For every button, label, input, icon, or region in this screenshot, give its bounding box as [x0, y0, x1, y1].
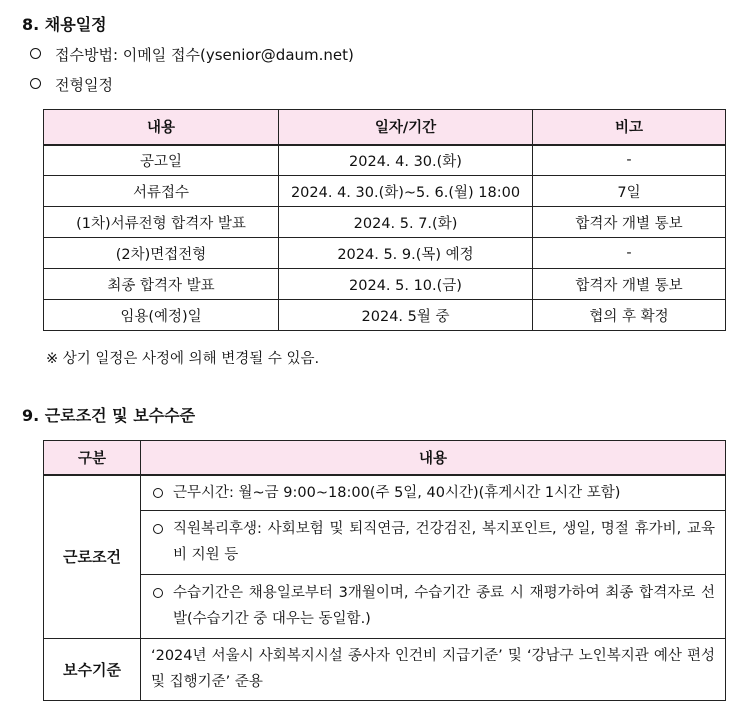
application-method-line: [30, 44, 354, 65]
schedule-header-content: 내용: [44, 110, 279, 145]
schedule-cell-remark: 합격자 개별 통보: [533, 269, 726, 300]
schedule-cell-date: 2024. 4. 30.(화)~5. 6.(월) 18:00: [279, 176, 533, 207]
welfare-cell: [141, 510, 726, 574]
schedule-table: [43, 109, 726, 331]
schedule-cell-date: 2024. 5. 10.(금): [279, 269, 533, 300]
table-row: [44, 475, 726, 511]
probation-text: 수습기간은 채용일로부터 3개월이며, 수습기간 종료 시 재평가하여 최종 합격자로 선발(수습기간 중 대우는 동일함.): [173, 585, 715, 627]
table-row: [44, 269, 726, 300]
bullet-circle-icon: [30, 78, 41, 89]
schedule-cell-date: 2024. 5. 9.(목) 예정: [279, 238, 533, 269]
conditions-table: [43, 440, 726, 701]
list-item: [151, 580, 715, 632]
schedule-cell-date: 2024. 5. 7.(화): [279, 207, 533, 238]
schedule-cell-remark: -: [533, 238, 726, 269]
bullet-circle-icon: [153, 588, 163, 598]
screening-schedule-text: 전형일정: [55, 76, 113, 94]
conditions-header-row: [44, 441, 726, 475]
schedule-header-remark: 비고: [533, 110, 726, 145]
schedule-header-date: 일자/기간: [279, 110, 533, 145]
table-row: [44, 145, 726, 176]
work-hours-cell: [141, 475, 726, 511]
schedule-cell-remark: -: [533, 145, 726, 176]
table-row: [44, 638, 726, 700]
list-item: [151, 516, 715, 568]
schedule-cell-remark: 합격자 개별 통보: [533, 207, 726, 238]
list-item: [151, 480, 715, 506]
conditions-header-category: 구분: [44, 441, 141, 475]
table-row: [44, 207, 726, 238]
schedule-cell-date: 2024. 5월 중: [279, 300, 533, 331]
schedule-header-row: [44, 110, 726, 145]
application-method-text: 접수방법: 이메일 접수(ysenior@daum.net): [55, 46, 354, 64]
table-row: [44, 510, 726, 574]
probation-cell: [141, 574, 726, 638]
schedule-change-note: ※ 상기 일정은 사정에 의해 변경될 수 있음.: [46, 351, 320, 367]
pay-standard-text: ‘2024년 서울시 사회복지시설 종사자 인건비 지급기준’ 및 ‘강남구 노인복지관 예산 편성 및 집행기준’ 준용: [151, 648, 715, 690]
schedule-cell-remark: 협의 후 확정: [533, 300, 726, 331]
bullet-circle-icon: [153, 488, 163, 498]
welfare-text: 직원복리후생: 사회보험 및 퇴직연금, 건강검진, 복지포인트, 생일, 명절 휴가비, 교육비 지원 등: [173, 521, 715, 563]
screening-schedule-line: [30, 74, 113, 95]
table-row: [44, 238, 726, 269]
section-9-title: 9. 근로조건 및 보수수준: [22, 406, 196, 425]
conditions-header-content: 내용: [141, 441, 726, 475]
schedule-cell-content: 최종 합격자 발표: [44, 269, 279, 300]
schedule-cell-content: 서류접수: [44, 176, 279, 207]
schedule-cell-date: 2024. 4. 30.(화): [279, 145, 533, 176]
bullet-circle-icon: [30, 48, 41, 59]
schedule-cell-content: (2차)면접전형: [44, 238, 279, 269]
work-hours-text: 근무시간: 월~금 9:00~18:00(주 5일, 40시간)(휴게시간 1시간 포함): [173, 484, 621, 501]
table-row: [44, 300, 726, 331]
schedule-cell-content: (1차)서류전형 합격자 발표: [44, 207, 279, 238]
schedule-cell-content: 임용(예정)일: [44, 300, 279, 331]
schedule-cell-content: 공고일: [44, 145, 279, 176]
table-row: [44, 176, 726, 207]
schedule-cell-remark: 7일: [533, 176, 726, 207]
bullet-circle-icon: [153, 524, 163, 534]
section-8-title: 8. 채용일정: [22, 15, 107, 34]
pay-standard-label: 보수기준: [44, 638, 141, 700]
table-row: [44, 574, 726, 638]
work-conditions-label: 근로조건: [44, 475, 141, 639]
pay-standard-cell: [141, 638, 726, 700]
